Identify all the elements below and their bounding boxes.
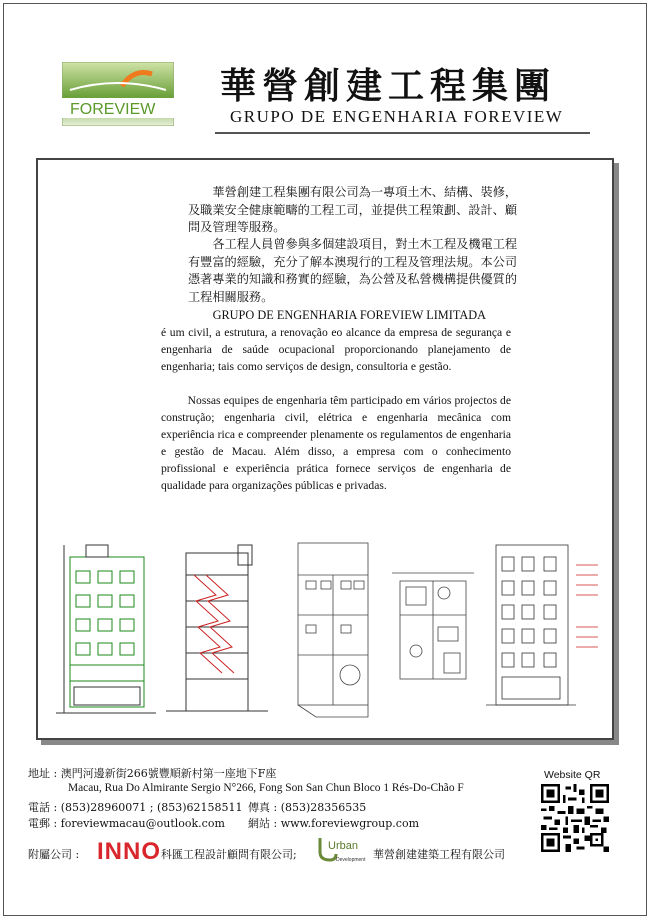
website-qr-code[interactable]	[541, 782, 609, 854]
phone-numbers: 電話 : (853)28960071 ; (853)62158511	[28, 801, 243, 814]
building-section-drawing	[166, 545, 268, 711]
urban-logo-text: Urban	[328, 840, 358, 852]
intro-portuguese-heading: GRUPO DE ENGENHARIA FOREVIEW LIMITADA	[212, 308, 486, 322]
building-elevation-drawing-1	[56, 545, 156, 713]
urban-logo	[318, 836, 370, 864]
address-portuguese: Macau, Rua Do Almirante Sergio N°266, Fong Son San Chun Bloco 1 Rés-Do-Chão F	[68, 782, 464, 794]
foreview-logo	[62, 62, 174, 126]
architectural-drawings	[46, 535, 604, 725]
building-elevation-drawing-2	[486, 545, 598, 705]
floor-plan-drawing-1	[298, 543, 368, 717]
affiliates-label: 附屬公司 :	[28, 848, 80, 861]
intro-portuguese-paragraph-1: é um civil, a estrutura, a renovação eo alcance da empresa de segurança e engenharia de saúde ocupacional proporcionando planejamento de engenharia; tais como serviços de design, consultoria e gestão.	[161, 326, 511, 374]
title-underline	[215, 132, 590, 134]
fax-number: 傳真 : (853)28356535	[248, 801, 367, 814]
company-title-chinese: 華營創建工程集團	[220, 65, 557, 107]
intro-chinese-paragraph-1: 華營創建工程集團有限公司為一專項土木、結構、裝修，及職業安全健康範疇的工程工司，並提供工程策劃、設計、顧問及管理等服務。	[188, 185, 518, 234]
intro-chinese-paragraph-2: 各工程人員曾參與多個建設項目，對土木工程及機電工程有豐富的經驗，充分了解本澳現行的工程及管理法規。本公司憑著專業的知識和務實的經驗，為公營及私營機構提供優質的工程相關服務。	[188, 237, 518, 304]
inno-company-name: 科匯工程設計顧問有限公司;	[161, 848, 297, 861]
company-title-portuguese: GRUPO DE ENGENHARIA FOREVIEW	[230, 107, 564, 126]
floor-plan-drawing-2	[392, 573, 474, 679]
website-url[interactable]: 網站 : www.foreviewgroup.com	[248, 817, 420, 830]
intro-portuguese-paragraph-2: Nossas equipes de engenharia têm participado em vários projectos de construção; engenharia civil, elétrica e engenharia mecânica com experiência rica e compreender plenamente os regulamentos de engenharia e gestão de Macau. Além disso, a empresa com o conhecimento profissional e experiência prática fornece serviços de engenharia de qualidade para organizações públicas e privadas.	[161, 394, 511, 493]
urban-company-name: 華營創建建築工程有限公司	[373, 848, 505, 861]
address-chinese: 地址 : 澳門河邊新街266號豐順新村第一座地下F座	[28, 767, 277, 780]
email-address[interactable]: 電郵 : foreviewmacau@outlook.com	[28, 817, 225, 830]
urban-logo-subtext: Development	[336, 857, 366, 863]
company-profile-box	[36, 158, 614, 740]
inno-logo: INNO	[97, 838, 161, 865]
qr-label: Website QR	[544, 769, 601, 781]
logo-text: FOREVIEW	[70, 101, 156, 118]
